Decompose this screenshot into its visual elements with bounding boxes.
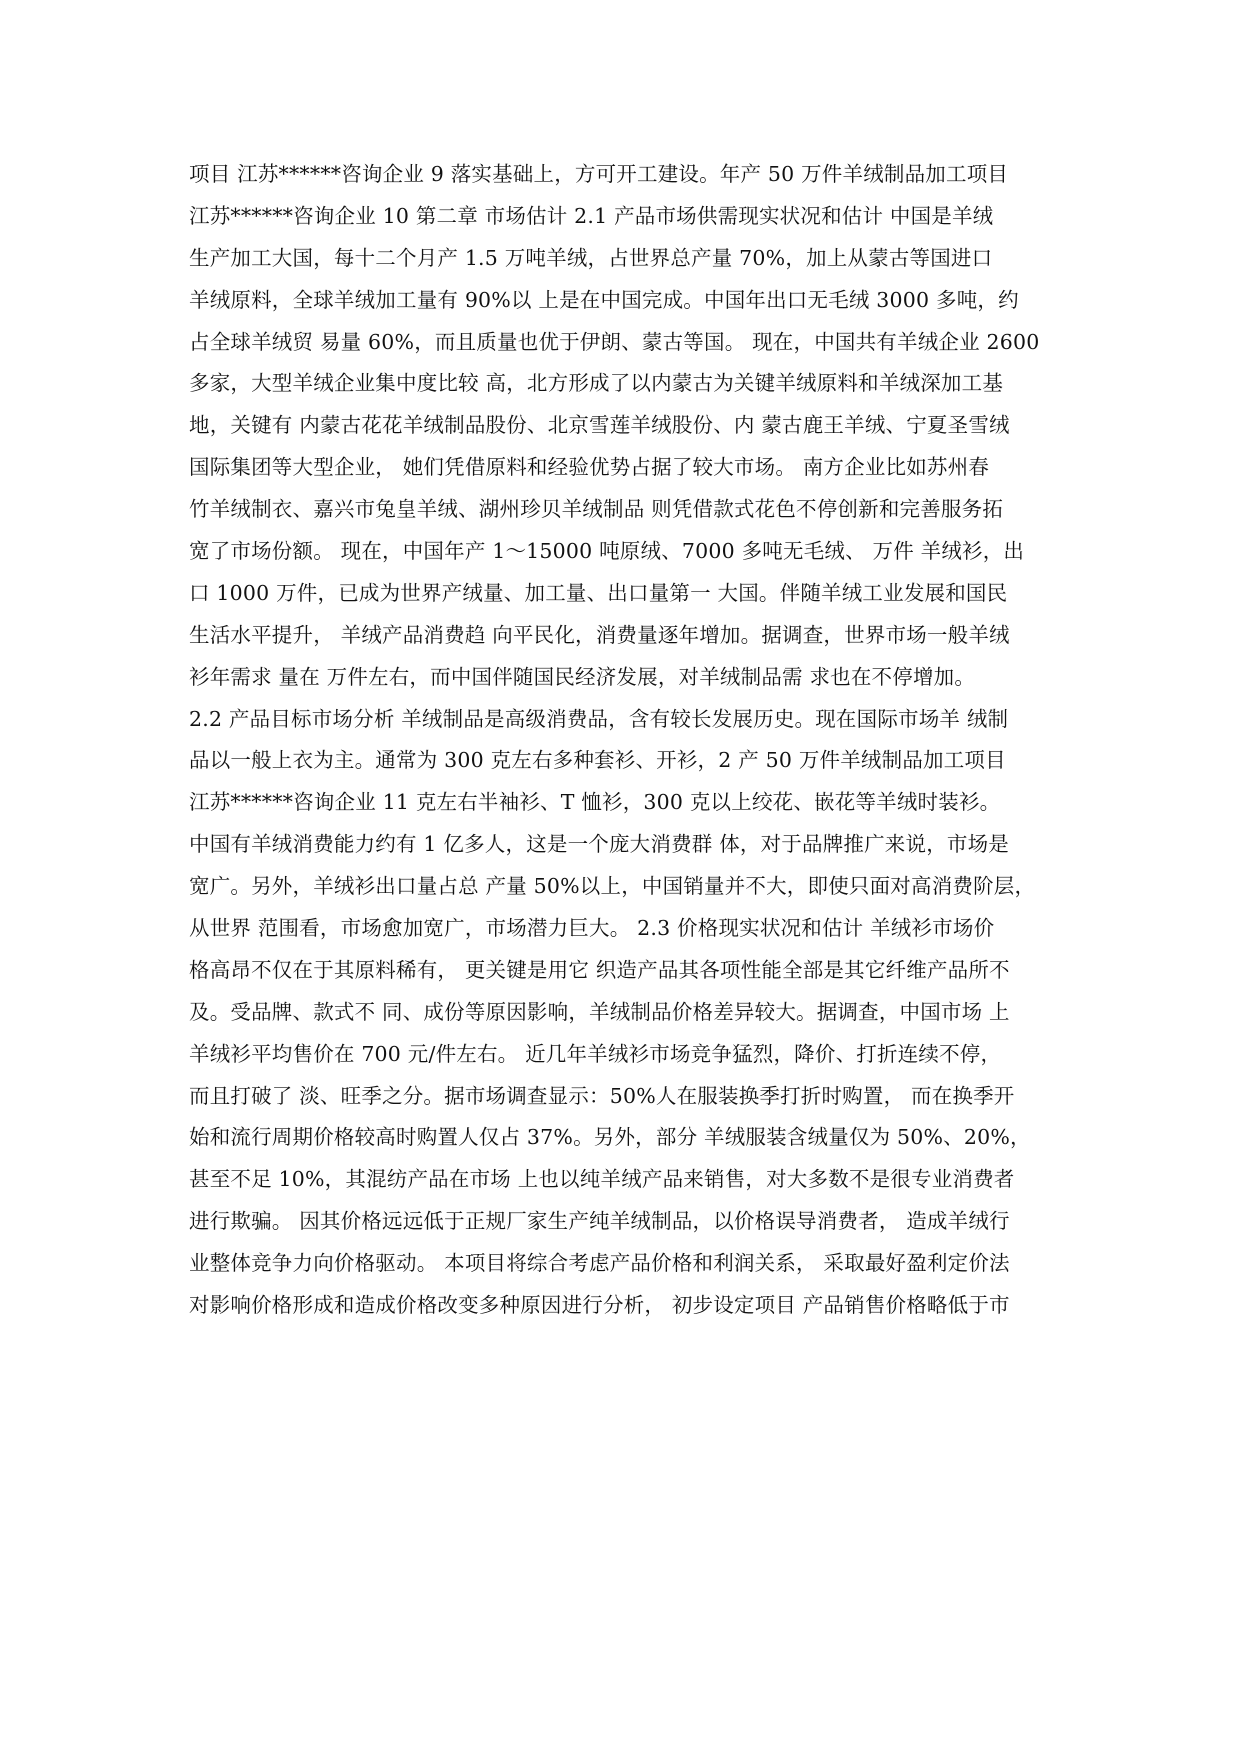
text-line: 始和流行周期价格较高时购置人仅占 37%。另外，部分 羊绒服装含绒量仅为 50%、20%，	[189, 1125, 1031, 1150]
text-line: 生产加工大国，每十二个月产 1.5 万吨羊绒，占世界总产量 70%，加上从蒙古等国进口	[189, 245, 993, 270]
document-body	[189, 160, 1069, 1333]
text-line: 衫年需求 量在 万件左右，而中国伴随国民经济发展，对羊绒制品需 求也在不停增加。	[189, 664, 976, 689]
text-line: 羊绒衫平均售价在 700 元/件左右。 近几年羊绒衫市场竞争猛烈，降价、打折连续不停，	[189, 1041, 1002, 1066]
text-line: 从世界 范围看，市场愈加宽广，市场潜力巨大。 2.3 价格现实状况和估计 羊绒衫市场价	[189, 916, 995, 941]
text-line: 羊绒原料，全球羊绒加工量有 90%以 上是在中国完成。中国年出口无毛绒 3000 多吨，约	[189, 287, 1019, 312]
text-line: 业整体竞争力向价格驱动。 本项目将综合考虑产品价格和利润关系， 采取最好盈利定价法	[189, 1251, 1010, 1276]
text-line: 占全球羊绒贸 易量 60%，而且质量也优于伊朗、蒙古等国。 现在，中国共有羊绒企业 2600	[189, 329, 1040, 354]
text-line: 而且打破了 淡、旺季之分。据市场调查显示：50%人在服装换季打折时购置， 而在换季开	[189, 1083, 1015, 1108]
text-line: 及。受品牌、款式不 同、成份等原因影响，羊绒制品价格差异较大。据调查，中国市场 上	[189, 999, 1010, 1024]
text-line: 中国有羊绒消费能力约有 1 亿多人，这是一个庞大消费群 体，对于品牌推广来说，市场是	[189, 832, 1009, 857]
text-line: 进行欺骗。 因其价格远远低于正规厂家生产纯羊绒制品，以价格误导消费者， 造成羊绒行	[189, 1209, 1010, 1234]
text-line: 项目 江苏******咨询企业 9 落实基础上，方可开工建设。年产 50 万件羊绒制品加工项目	[189, 162, 1009, 186]
text-line: 格高昂不仅在于其原料稀有， 更关键是用它 织造产品其各项性能全部是其它纤维产品所不	[189, 957, 1010, 982]
text-line: 对影响价格形成和造成价格改变多种原因进行分析， 初步设定项目 产品销售价格略低于市	[189, 1293, 1010, 1318]
text-line: 多家，大型羊绒企业集中度比较 高，北方形成了以内蒙古为关键羊绒原料和羊绒深加工基	[189, 371, 1004, 396]
text-line: 竹羊绒制衣、嘉兴市兔皇羊绒、湖州珍贝羊绒制品 则凭借款式花色不停创新和完善服务拓	[189, 497, 1004, 522]
text-line: 宽了市场份额。 现在，中国年产 1～15000 吨原绒、7000 多吨无毛绒、 万件 羊绒衫，出	[189, 539, 1025, 564]
text-line: 甚至不足 10%，其混纺产品在市场 上也以纯羊绒产品来销售，对大多数不是很专业消费者	[189, 1167, 1015, 1192]
text-line: 口 1000 万件，已成为世界产绒量、加工量、出口量第一 大国。伴随羊绒工业发展和国民	[189, 580, 1008, 605]
text-line: 江苏******咨询企业 11 克左右半袖衫、T 恤衫，300 克以上绞花、嵌花等羊绒时装衫。	[189, 790, 1001, 815]
text-line: 生活水平提升， 羊绒产品消费趋 向平民化，消费量逐年增加。据调查，世界市场一般羊绒	[189, 622, 1010, 647]
text-line: 国际集团等大型企业， 她们凭借原料和经验优势占据了较大市场。 南方企业比如苏州春	[189, 455, 990, 480]
text-line: 2.2 产品目标市场分析 羊绒制品是高级消费品，含有较长发展历史。现在国际市场羊 绒制	[189, 706, 1009, 731]
text-line: 地，关键有 内蒙古花花羊绒制品股份、北京雪莲羊绒股份、内 蒙古鹿王羊绒、宁夏圣雪绒	[189, 413, 1010, 438]
text-line: 江苏******咨询企业 10 第二章 市场估计 2.1 产品市场供需现实状况和估计 中国是羊绒	[189, 203, 994, 228]
text-line: 品以一般上衣为主。通常为 300 克左右多种套衫、开衫，2 产 50 万件羊绒制品加工项目	[189, 748, 1006, 773]
text-line: 宽广。另外，羊绒衫出口量占总 产量 50%以上，中国销量并不大，即使只面对高消费阶层，	[189, 874, 1036, 899]
